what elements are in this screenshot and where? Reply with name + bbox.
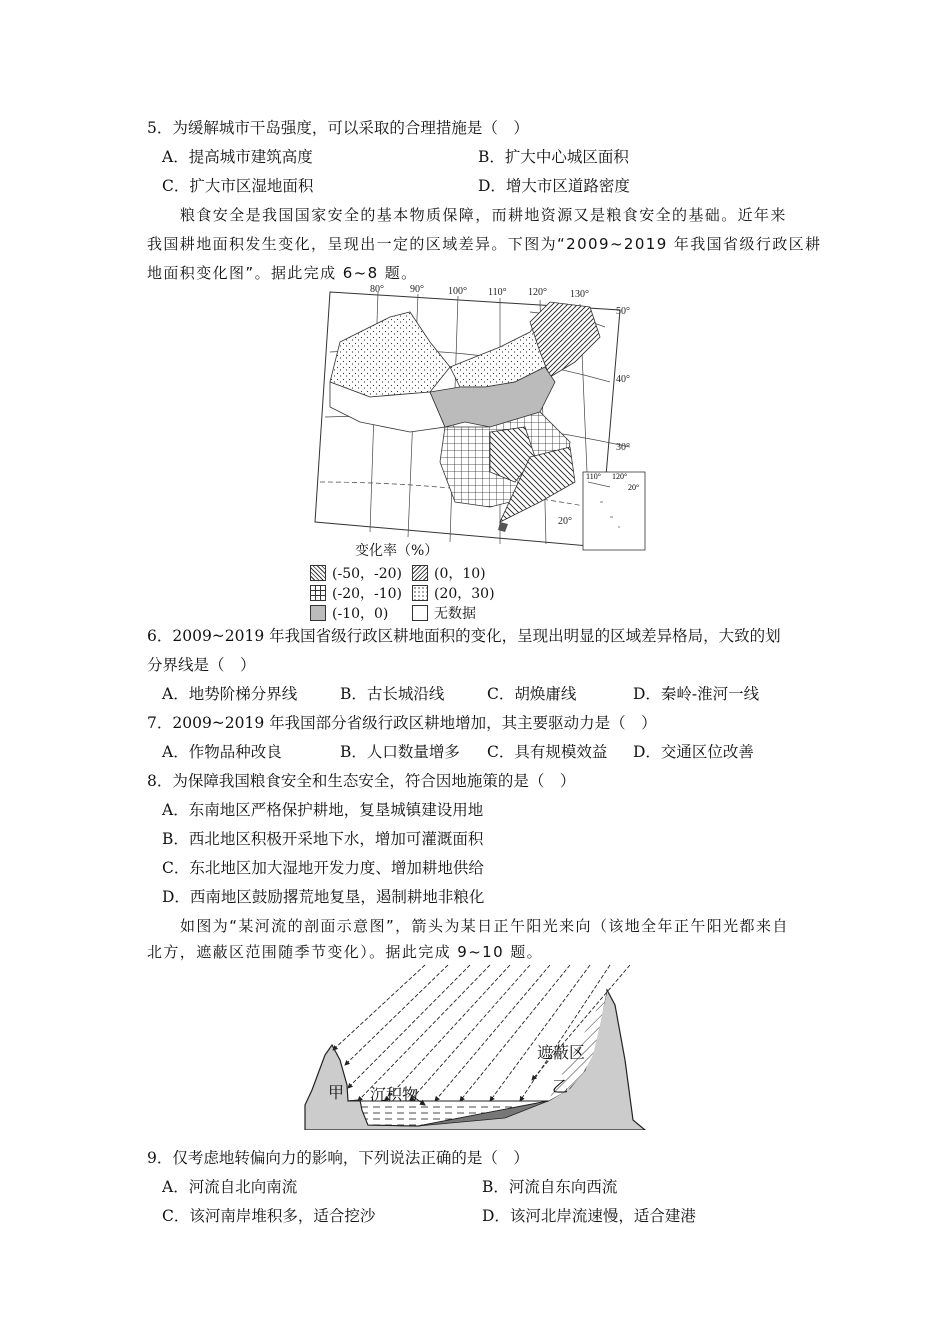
longitude-label: 120° (528, 287, 547, 298)
passage-line: 如图为“某河流的剖面示意图”，箭头为某日正午阳光来向（该地全年正午阳光都来自 (180, 917, 789, 935)
longitude-label: 80° (370, 284, 384, 295)
option-c: C．扩大市区湿地面积 (162, 177, 314, 195)
legend-label: (20，30) (434, 586, 495, 602)
legend-label: (0，10) (434, 566, 486, 582)
latitude-label: 50° (616, 306, 630, 317)
option-b: B．古长城沿线 (340, 685, 445, 703)
option-d: D．交通区位改善 (633, 743, 754, 761)
option-d: D．秦岭-淮河一线 (633, 685, 760, 703)
label-jia: 甲 (328, 1085, 345, 1102)
legend-label: (-20，-10) (332, 586, 403, 602)
option-a: A．地势阶梯分界线 (162, 685, 298, 703)
option-c: C．该河南岸堆积多，适合挖沙 (162, 1207, 376, 1225)
option-d: D．西南地区鼓励撂荒地复垦，遏制耕地非粮化 (162, 888, 485, 906)
question-stem: 7．2009~2019 年我国部分省级行政区耕地增加，其主要驱动力是（ ） (147, 714, 657, 732)
option-b: B．人口数量增多 (340, 743, 460, 761)
option-b: B．河流自东向西流 (482, 1178, 618, 1196)
passage-line: 我国耕地面积发生变化，呈现出一定的区域差异。下图为“2009~2019 年我国省级行政区耕 (147, 235, 822, 253)
option-a: A．作物品种改良 (162, 743, 282, 761)
question-stem: 6．2009~2019 年我国省级行政区耕地面积的变化，呈现出明显的区域差异格局，大致的划 (147, 627, 781, 645)
passage-line: 地面积变化图”。据此完成 6~8 题。 (147, 264, 418, 282)
question-stem: 9．仅考虑地转偏向力的影响，下列说法正确的是（ ） (147, 1149, 529, 1167)
option-a: A．东南地区严格保护耕地，复垦城镇建设用地 (162, 801, 484, 819)
latitude-label: 30° (616, 442, 630, 453)
legend-title: 变化率（%） (355, 543, 439, 559)
question-stem: 分界线是（ ） (147, 656, 256, 674)
question-stem: 8．为保障我国粮食安全和生态安全，符合因地施策的是（ ） (147, 772, 576, 790)
legend-item (412, 603, 476, 623)
legend-item (310, 563, 402, 583)
passage-line: 北方，遮蔽区范围随季节变化）。据此完成 9~10 题。 (147, 943, 544, 961)
legend-label: (-50，-20) (332, 566, 403, 582)
option-d: D．增大市区道路密度 (478, 177, 630, 195)
passage-line: 粮食安全是我国国家安全的基本物质保障，而耕地资源又是粮食安全的基础。近年来 (180, 206, 787, 224)
legend-label: (-10，0) (332, 606, 389, 622)
option-d: D．该河北岸流速慢，适合建港 (482, 1207, 696, 1225)
label-shade: 遮蔽区 (537, 1045, 586, 1062)
south-china-sea-inset (583, 472, 645, 550)
legend-label: 无数据 (434, 606, 476, 622)
label-yi: 乙 (552, 1079, 569, 1096)
inset-label: 20° (628, 483, 640, 492)
option-c: C．东北地区加大湿地开发力度、增加耕地供给 (162, 859, 484, 877)
region-hainan (498, 522, 508, 532)
longitude-label: 100° (448, 286, 467, 297)
option-c: C．胡焕庸线 (487, 685, 577, 703)
question-stem: 5．为缓解城市干岛强度，可以采取的合理措施是（ ） (147, 119, 529, 137)
latitude-label: 40° (616, 374, 630, 385)
longitude-label: 90° (410, 284, 424, 295)
legend-item (310, 583, 402, 603)
option-a: A．河流自北向南流 (162, 1178, 298, 1196)
legend-item (412, 563, 486, 583)
region-northwest-20-30 (330, 312, 450, 397)
longitude-label: 110° (488, 287, 507, 298)
inset-label: 110° (586, 472, 601, 481)
option-b: B．扩大中心城区面积 (478, 148, 629, 166)
longitude-label: 130° (570, 289, 589, 300)
cropland-change-map (300, 282, 650, 554)
latitude-label: 20° (558, 516, 572, 527)
inset-label: 120° (612, 472, 628, 481)
river-cross-section-diagram (300, 960, 650, 1130)
option-c: C．具有规模效益 (487, 743, 608, 761)
option-b: B．西北地区积极开采地下水，增加可灌溉面积 (162, 830, 484, 848)
label-sediment: 沉积物 (370, 1087, 419, 1104)
option-a: A．提高城市建筑高度 (162, 148, 313, 166)
legend-item (310, 603, 388, 623)
legend-item (412, 583, 495, 603)
